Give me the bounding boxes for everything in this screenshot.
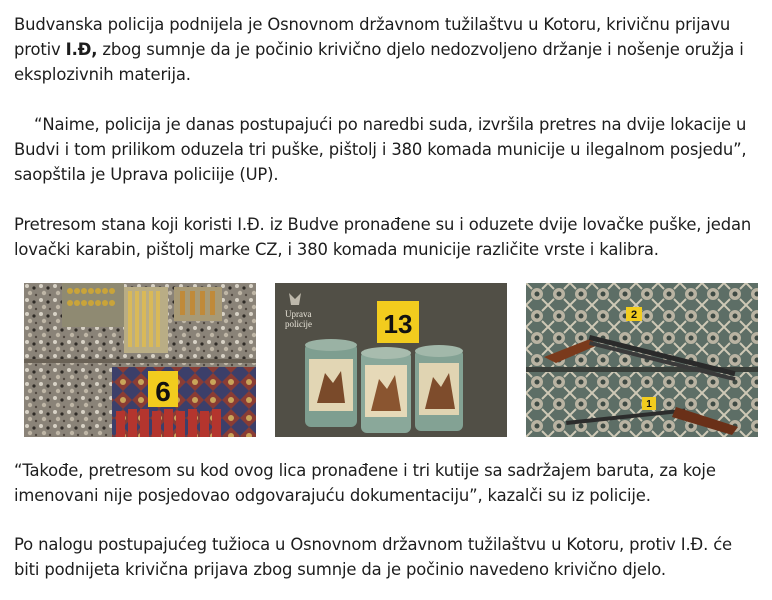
evidence-marker-6: 6 xyxy=(155,376,171,407)
evidence-marker-13: 13 xyxy=(383,309,413,339)
paragraph-2-quote: “Naime, policija je danas postupajući po naredbi suda, izvršila pretres na dvije lokacije u Budvi i tom prilikom oduzela tri puške, pištolj i 380 komada municije u ilegalnom posjedu”, saopštila je Uprava policiije (UP). xyxy=(14,115,747,184)
paragraph-4-quote: “Takođe, pretresom su kod ovog lica pronađene i tri kutije sa sadržajem baruta, za koje imenovani nije posjedovao odgovarajuću dokumentaciju”, kazalči su iz policije. xyxy=(14,461,716,505)
evidence-marker-1: 1 xyxy=(646,399,652,410)
paragraph-5: Po nalogu postupajućeg tužioca u Osnovnom državnom tužilaštvu u Kotoru, protiv I.Đ. će biti podnijeta krivična prijava zbog sumnje da je počinio navedeno krivično djelo. xyxy=(14,535,732,579)
shotguns-photo xyxy=(526,283,758,437)
paragraph-1-text: Budvanska policija podnijela je Osnovnom državnom tužilaštvu u Kotoru, krivičnu prijavu protiv xyxy=(14,15,731,59)
suspect-initials: I.Đ, xyxy=(65,40,98,59)
police-watermark: Uprava policije xyxy=(285,309,312,329)
paragraph-1 xyxy=(14,12,762,87)
ammunition-photo xyxy=(24,283,256,437)
gunpowder-tins-photo xyxy=(275,283,507,437)
paragraph-3: Pretresom stana koji koristi I.Đ. iz Budve pronađene su i oduzete dvije lovačke puške, jedan lovački karabin, pištolj marke CZ, i 380 komada municije različite vrste i kalibra. xyxy=(14,215,752,259)
evidence-marker-2: 2 xyxy=(630,309,638,321)
paragraph-1-text-end: zbog sumnje da je počinio krivično djelo nedozvoljeno držanje i nošenje oružja i eksplozivnih materija. xyxy=(14,40,744,84)
